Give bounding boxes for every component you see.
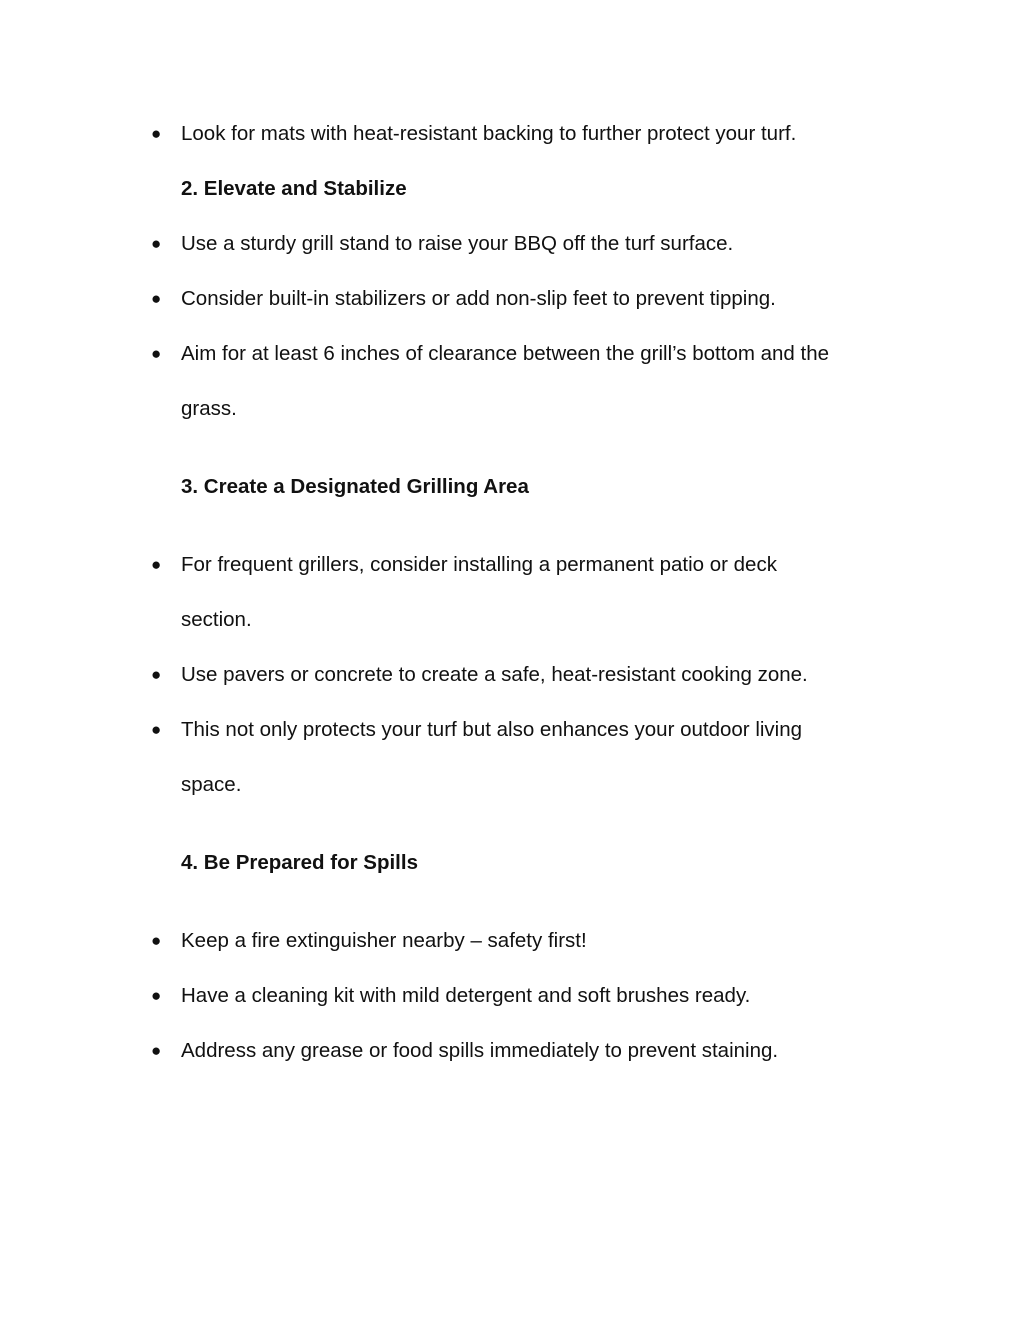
section-heading: 2. Elevate and Stabilize (181, 177, 407, 200)
bullet-icon: ● (151, 289, 162, 308)
bullet-icon: ● (151, 124, 162, 143)
list-item: Look for mats with heat-resistant backing to further protect your turf. (181, 122, 797, 145)
bullet-icon: ● (151, 234, 162, 253)
bullet-icon: ● (151, 344, 162, 363)
list-item: Have a cleaning kit with mild detergent and soft brushes ready. (181, 984, 751, 1007)
list-item: Use pavers or concrete to create a safe, heat-resistant cooking zone. (181, 663, 808, 686)
list-item: Use a sturdy grill stand to raise your BBQ off the turf surface. (181, 232, 734, 255)
bullet-icon: ● (151, 665, 162, 684)
list-item: Keep a fire extinguisher nearby – safety first! (181, 929, 587, 952)
bullet-icon: ● (151, 931, 162, 950)
list-item: For frequent grillers, consider installing a permanent patio or deck (181, 553, 777, 576)
section-heading: 4. Be Prepared for Spills (181, 851, 418, 874)
list-item-continuation: section. (181, 608, 252, 631)
list-item: Aim for at least 6 inches of clearance between the grill’s bottom and the (181, 342, 830, 365)
list-item: Consider built-in stabilizers or add non-slip feet to prevent tipping. (181, 287, 776, 310)
bullet-icon: ● (151, 555, 162, 574)
list-item: This not only protects your turf but also enhances your outdoor living (181, 718, 803, 741)
section-heading: 3. Create a Designated Grilling Area (181, 475, 529, 498)
bullet-icon: ● (151, 720, 162, 739)
bullet-icon: ● (151, 1041, 162, 1060)
list-item-continuation: grass. (181, 397, 237, 420)
list-item-continuation: space. (181, 773, 242, 796)
list-item: Address any grease or food spills immediately to prevent staining. (181, 1039, 779, 1062)
bullet-icon: ● (151, 986, 162, 1005)
